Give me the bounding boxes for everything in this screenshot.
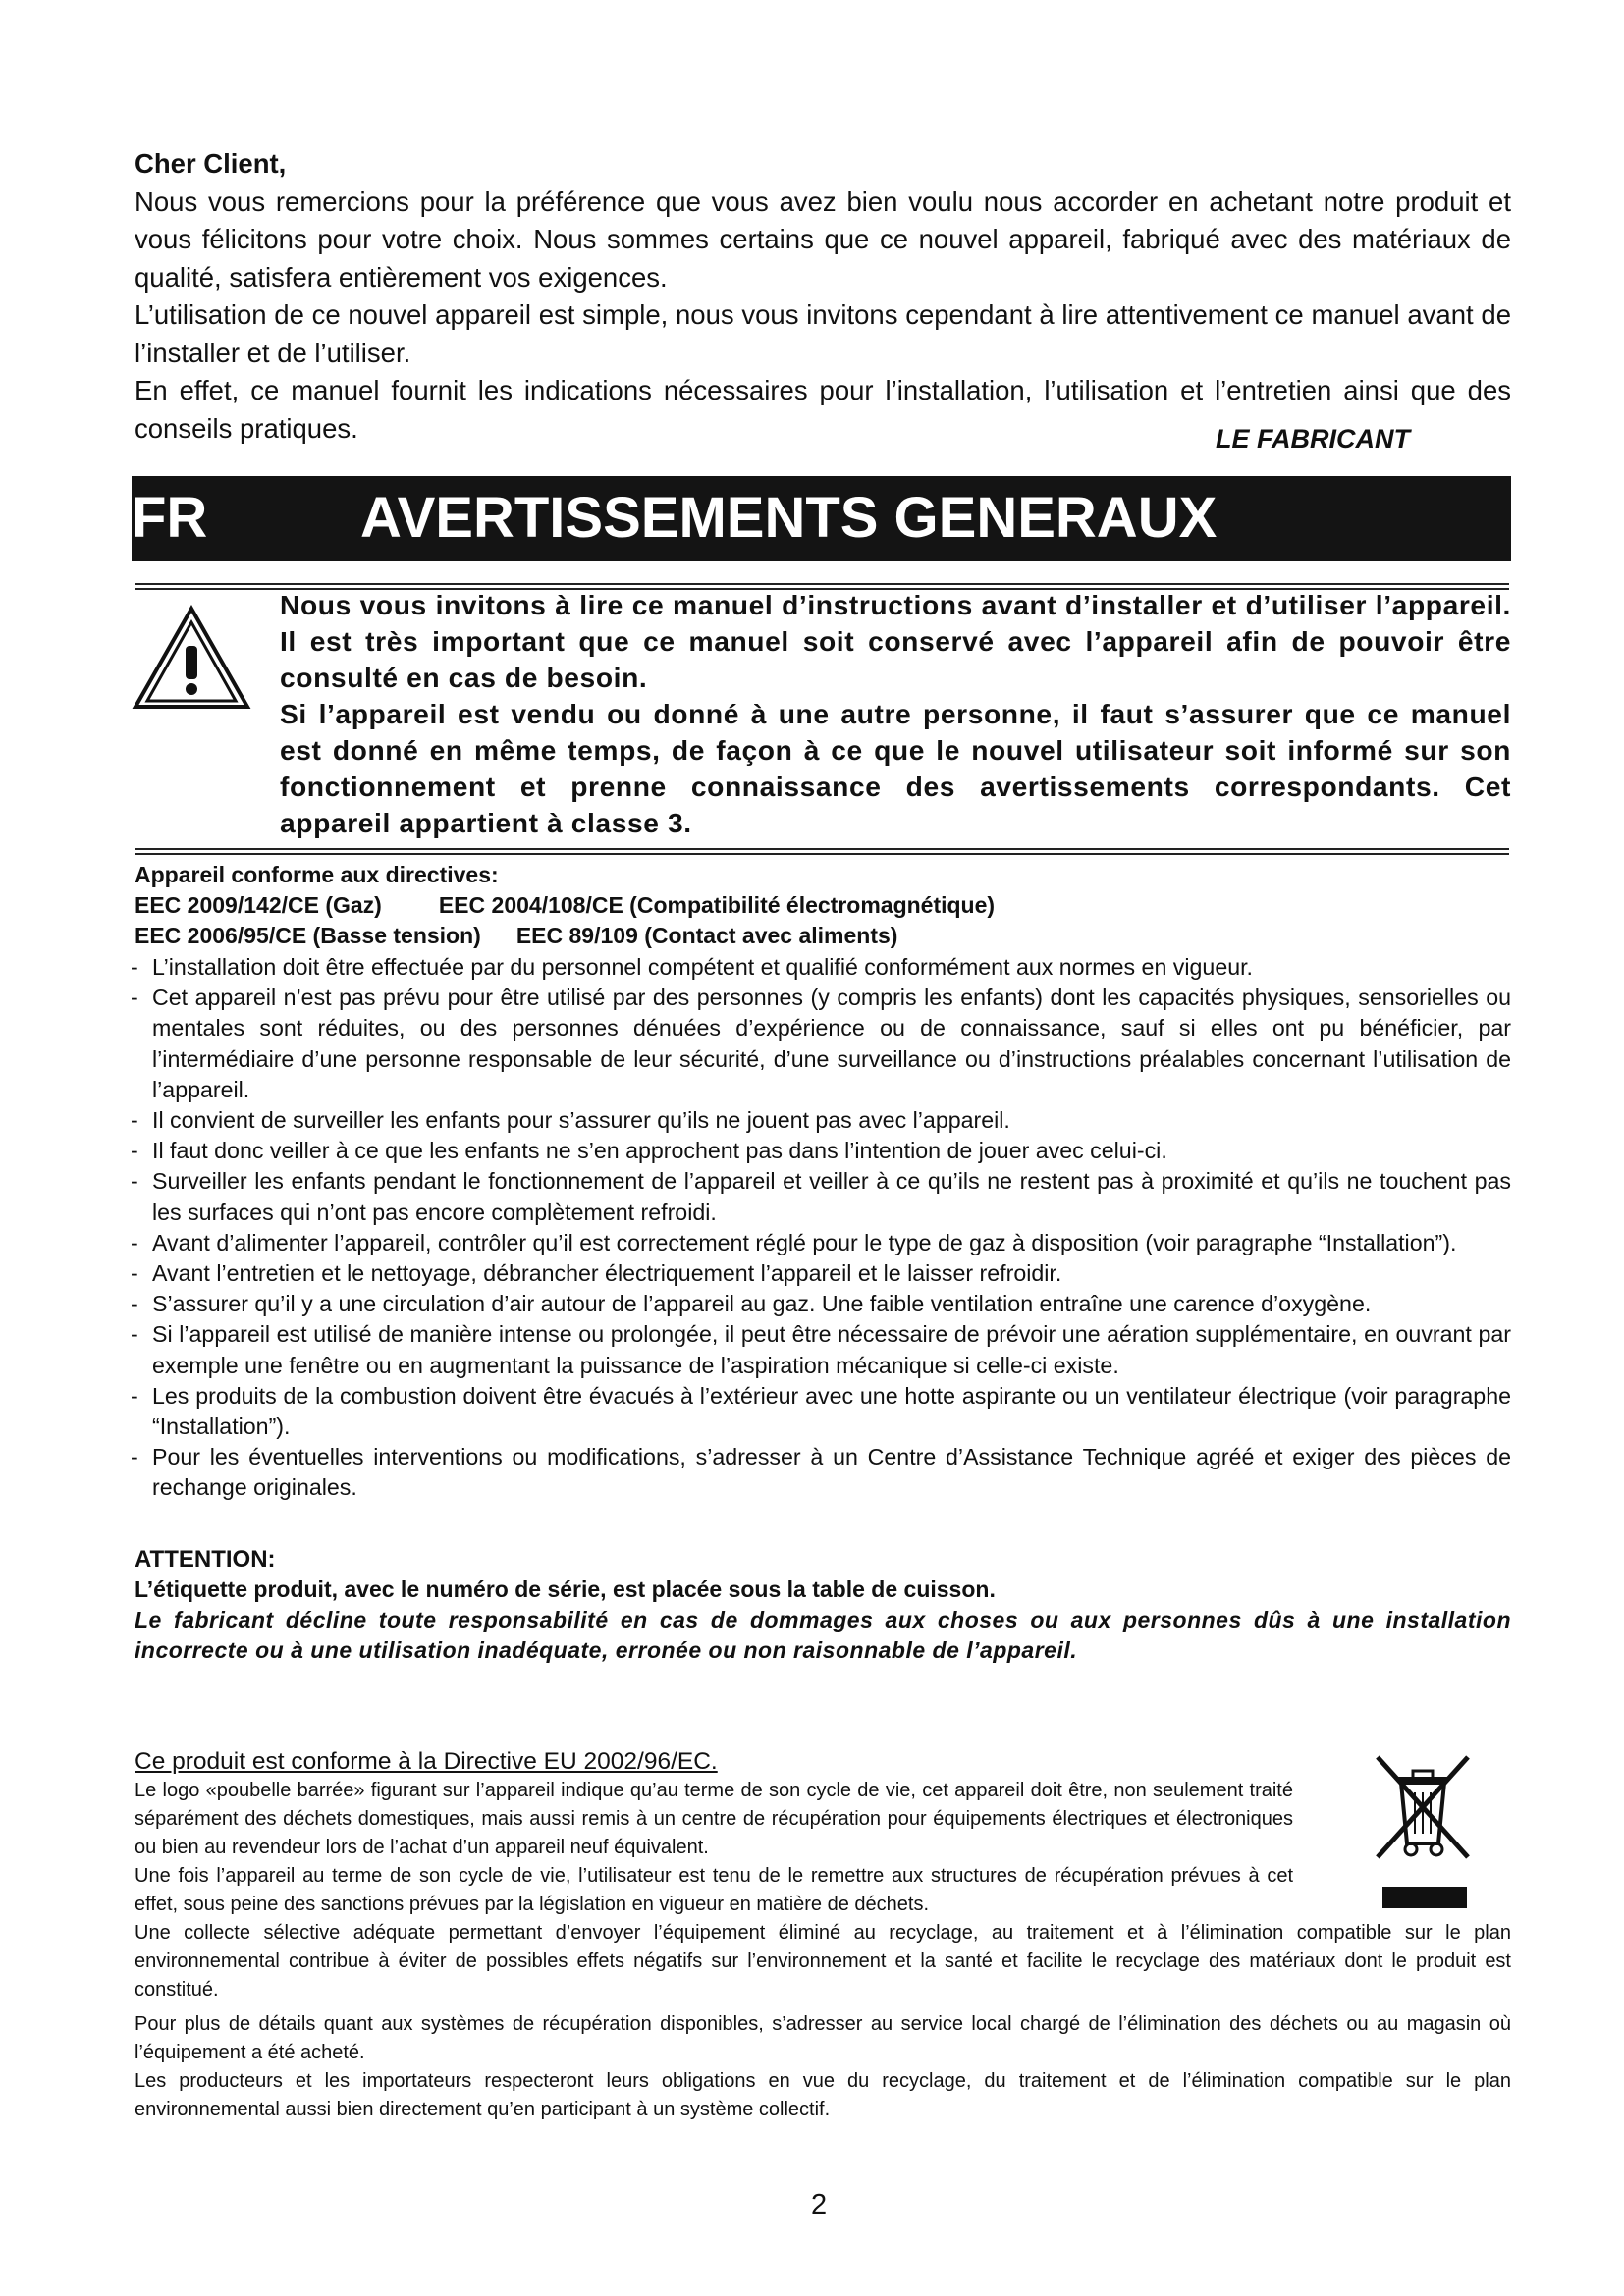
- intro-section: [135, 145, 1511, 448]
- section-title: AVERTISSEMENTS GENERAUX: [360, 486, 1218, 550]
- weee-paragraph-2: Une fois l’appareil au terme de son cycle de vie, l’utilisateur est tenu de le remettre aux structures de récupération prévues à cet effet, sous peine des sanctions prévues par la législation en vigueur en matière de déchets.: [135, 1865, 1293, 1915]
- list-item: - Si l’appareil est utilisé de manière intense ou prolongée, il peut être nécessaire de prévoir une aération supplémentaire, en ouvrant par exemple une fenêtre ou en augmentant la puissance de l’aspiration mécanique si celle-ci existe.: [131, 1319, 1511, 1380]
- attention-block: [135, 1544, 1511, 1666]
- intro-paragraph-1: Nous vous remercions pour la préférence que vous avez bien voulu nous accorder en achetant notre produit et vous félicitons pour votre choix. Nous sommes certains que ce nouvel appareil, fabriqué avec des matériaux de qualité, satisfera entièrement vos exigences.: [135, 186, 1511, 293]
- divider-bottom: [135, 848, 1509, 855]
- directives-row-1: [135, 890, 1511, 921]
- signature: LE FABRICANT: [1216, 424, 1410, 454]
- list-item: - Il convient de surveiller les enfants pour s’assurer qu’ils ne jouent pas avec l’appareil.: [131, 1105, 1511, 1136]
- list-item: - Avant d’alimenter l’appareil, contrôler qu’il est correctement réglé pour le type de gaz à disposition (voir paragraphe “Installation”).: [131, 1228, 1511, 1258]
- directive-food-contact: EEC 89/109 (Contact avec aliments): [515, 923, 898, 948]
- weee-section: [135, 1777, 1511, 2124]
- list-item: - Cet appareil n’est pas prévu pour être utilisé par des personnes (y compris les enfants) dont les capacités physiques, sensorielles ou mentales sont réduites, ou des personnes dénuées d’expérience ou de connaissance, sauf si elles ont pu bénéficier, par l’intermédiaire d’une personne responsable de leur sécurité, d’une surveillance ou d’instructions préalables concernant l’utilisation de l’appareil.: [131, 983, 1511, 1105]
- intro-paragraph-2: L’utilisation de ce nouvel appareil est simple, nous vous invitons cependant à lire attentivement ce manuel avant de l’installer et de l’utiliser.: [135, 299, 1511, 368]
- warning-paragraph-1: Nous vous invitons à lire ce manuel d’instructions avant d’installer et d’utiliser l’appareil. Il est très important que ce manuel soit conservé avec l’appareil afin de pouvoir être consulté en cas de besoin.: [280, 589, 1511, 693]
- directive-emc: EEC 2004/108/CE (Compatibilité électromagnétique): [438, 892, 996, 918]
- warning-block: [135, 587, 1511, 841]
- intro-paragraph-3: En effet, ce manuel fournit les indications nécessaires pour l’installation, l’utilisation et l’entretien ainsi que des conseils pratiques.: [135, 375, 1511, 444]
- directives-block: [135, 860, 1511, 951]
- list-item: - L’installation doit être effectuée par du personnel compétent et qualifié conformément aux normes en vigueur.: [131, 952, 1511, 983]
- warning-paragraph-2: [135, 696, 1511, 841]
- attention-heading: ATTENTION:: [135, 1546, 276, 1573]
- greeting: Cher Client,: [135, 148, 287, 179]
- section-banner: [132, 476, 1511, 561]
- weee-paragraph-4: Pour plus de détails quant aux systèmes de récupération disponibles, s’adresser au service local chargé de l’élimination des déchets ou au magasin où l’équipement a été acheté.: [135, 2013, 1511, 2063]
- directives-heading: Appareil conforme aux directives:: [135, 862, 499, 887]
- list-item: - Il faut donc veiller à ce que les enfants ne s’en approchent pas dans l’intention de jouer avec celui-ci.: [131, 1136, 1511, 1166]
- directives-row-2: [135, 921, 1511, 951]
- list-item: - S’assurer qu’il y a une circulation d’air autour de l’appareil au gaz. Une faible ventilation entraîne une carence d’oxygène.: [131, 1289, 1511, 1319]
- warnings-list: [131, 952, 1511, 1504]
- page-number: 2: [811, 2189, 828, 2220]
- weee-paragraph-1: Le logo «poubelle barrée» figurant sur l’appareil indique qu’au terme de son cycle de vie, cet appareil doit être, non seulement traité séparément des déchets domestiques, mais aussi remis à un centre de récupération pour équipements électriques et électroniques ou bien au revendeur lors de l’achat d’un appareil neuf équivalent.: [135, 1780, 1293, 1858]
- directive-low-voltage: EEC 2006/95/CE (Basse tension): [135, 923, 481, 948]
- product-label-note: L’étiquette produit, avec le numéro de série, est placée sous la table de cuisson.: [135, 1576, 996, 1602]
- list-item: - Les produits de la combustion doivent être évacués à l’extérieur avec une hotte aspirante ou un ventilateur électrique (voir paragraphe “Installation”).: [131, 1381, 1511, 1442]
- weee-paragraph-5: Les producteurs et les importateurs respecteront leurs obligations en vue du recyclage, du traitement et de l’élimination compatible sur le plan environnemental aussi bien directement qu’en participant à un système collectif.: [135, 2070, 1511, 2120]
- weee-paragraph-3: Une collecte sélective adéquate permettant d’envoyer l’équipement éliminé au recyclage, au traitement et à l’élimination compatible sur le plan environnemental contribue à éviter de possibles effets négatifs sur l’environnement et la santé et facilite le recyclage des matériaux dont le produit est constitué.: [135, 1922, 1511, 2001]
- weee-title: Ce produit est conforme à la Directive EU 2002/96/EC.: [135, 1748, 718, 1775]
- list-item: - Avant l’entretien et le nettoyage, débrancher électriquement l’appareil et le laisser refroidir.: [131, 1258, 1511, 1289]
- list-item: - Pour les éventuelles interventions ou modifications, s’adresser à un Centre d’Assistance Technique agréé et exiger des pièces de rechange originales.: [131, 1442, 1511, 1503]
- list-item: - Surveiller les enfants pendant le fonctionnement de l’appareil et veiller à ce qu’ils ne restent pas à proximité et qu’ils ne touchent pas les surfaces qui n’ont pas encore complètement refroidi.: [131, 1166, 1511, 1227]
- directive-gas: EEC 2009/142/CE (Gaz): [135, 892, 382, 918]
- warning-paragraph-2-text: Si l’appareil est vendu ou donné à une autre personne, il faut s’assurer que ce manuel est donné en même temps, de façon à ce que le nouvel utilisateur soit informé sur son fonctionnement et prenne connaissance des avertissements correspondants. Cet appareil appartient à classe 3.: [280, 698, 1511, 838]
- liability-disclaimer: Le fabricant décline toute responsabilité en cas de dommages aux choses ou aux personnes dûs à une installation incorrecte ou à une utilisation inadéquate, erronée ou non raisonnable de l’appareil.: [135, 1607, 1511, 1663]
- language-code: FR: [132, 486, 208, 550]
